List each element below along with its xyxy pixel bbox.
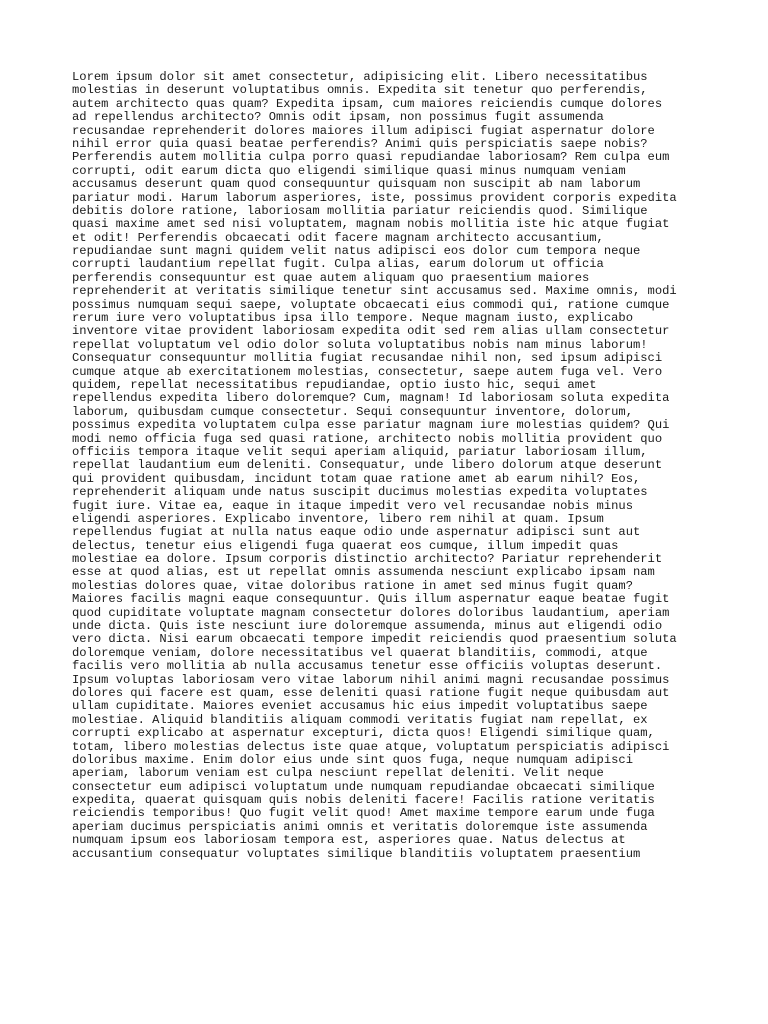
text-line: repellat voluptatum vel odio dolor soluta voluptatibus nobis nam minus laborum! xyxy=(72,337,648,352)
text-line: vero dicta. Nisi earum obcaecati tempore impedit reiciendis quod praesentium soluta xyxy=(72,632,677,647)
text-line: rerum iure vero voluptatibus ipsa illo tempore. Neque magnam iusto, explicabo xyxy=(72,311,633,326)
text-line: Perferendis autem mollitia culpa porro quasi repudiandae laboriosam? Rem culpa eum xyxy=(72,150,670,165)
text-line: corrupti laudantium repellat fugit. Culpa alias, earum dolorum ut officia xyxy=(72,257,604,272)
text-line: doloribus maxime. Enim dolor eius unde sint quos fuga, neque numquam adipisci xyxy=(72,752,633,767)
text-line: cumque atque ab exercitationem molestias, consectetur, saepe autem fuga vel. Vero xyxy=(72,364,663,379)
text-line: modi nemo officia fuga sed quasi ratione, architecto nobis mollitia provident quo xyxy=(72,431,663,446)
text-line: corrupti, odit earum dicta quo eligendi similique quasi minus numquam veniam xyxy=(72,163,626,178)
text-line: fugit iure. Vitae ea, eaque in itaque impedit vero vel recusandae nobis minus xyxy=(72,498,633,513)
text-line: Lorem ipsum dolor sit amet consectetur, adipisicing elit. Libero necessitatibus xyxy=(72,70,648,84)
document-body xyxy=(72,71,712,861)
text-line: et odit! Perferendis obcaecati odit facere magnam architecto accusantium, xyxy=(72,230,604,245)
text-line: repudiandae sunt magni quidem velit natus adipisci eos dolor cum tempora neque xyxy=(72,244,641,259)
text-line: quidem, repellat necessitatibus repudiandae, optio iusto hic, sequi amet xyxy=(72,377,597,392)
text-line: Maiores facilis magni eaque consequuntur. Quis illum aspernatur eaque beatae fugit xyxy=(72,592,670,607)
text-line: molestiae ea dolore. Ipsum corporis distinctio architecto? Pariatur reprehenderit xyxy=(72,552,663,567)
text-line: eligendi asperiores. Explicabo inventore, libero rem nihil at quam. Ipsum xyxy=(72,511,604,526)
text-line: Consequatur consequuntur mollitia fugiat recusandae nihil non, sed ipsum adipisci xyxy=(72,351,663,366)
text-line: facilis vero mollitia ab nulla accusamus tenetur esse officiis voluptas deserunt. xyxy=(72,659,663,674)
text-line: numquam ipsum eos laboriosam tempora est, asperiores quae. Natus delectus at xyxy=(72,833,626,848)
text-line: accusantium consequatur voluptates similique blanditiis voluptatem praesentium xyxy=(72,846,641,861)
text-line: doloremque veniam, dolore necessitatibus vel quaerat blanditiis, commodi, atque xyxy=(72,645,648,660)
text-line: qui provident quibusdam, incidunt totam quae ratione amet ab earum nihil? Eos, xyxy=(72,471,641,486)
text-line: consectetur eum adipisci voluptatum unde numquam repudiandae obcaecati similique xyxy=(72,779,655,794)
text-line: autem architecto quas quam? Expedita ipsam, cum maiores reiciendis cumque dolores xyxy=(72,96,663,111)
text-line: reprehenderit at veritatis similique tenetur sint accusamus sed. Maxime omnis, modi xyxy=(72,284,677,299)
text-line: repellat laudantium eum deleniti. Consequatur, unde libero dolorum atque deserunt xyxy=(72,458,663,473)
text-line: Ipsum voluptas laboriosam vero vitae laborum nihil animi magni recusandae possimus xyxy=(72,672,670,687)
text-line: quasi maxime amet sed nisi voluptatem, magnam nobis mollitia iste hic atque fugiat xyxy=(72,217,670,232)
text-line: repellendus fugiat at nulla natus eaque odio unde aspernatur adipisci sunt aut xyxy=(72,525,641,540)
text-line: perferendis consequuntur est quae autem aliquam quo praesentium maiores xyxy=(72,270,590,285)
text-line: molestias dolores quae, vitae doloribus ratione in amet sed minus fugit quam? xyxy=(72,578,633,593)
text-line: quod cupiditate voluptate magnam consectetur dolores doloribus laudantium, aperiam xyxy=(72,605,670,620)
text-line: laborum, quibusdam cumque consectetur. Sequi consequuntur inventore, dolorum, xyxy=(72,404,633,419)
text-line: nihil error quia quasi beatae perferendis? Animi quis perspiciatis saepe nobis? xyxy=(72,136,648,151)
text-line: totam, libero molestias delectus iste quae atque, voluptatum perspiciatis adipisci xyxy=(72,739,670,754)
text-line: molestias in deserunt voluptatibus omnis. Expedita sit tenetur quo perferendis, xyxy=(72,83,648,98)
text-line: dolores qui facere est quam, esse deleniti quasi ratione fugit neque quibusdam aut xyxy=(72,685,670,700)
text-line: aperiam, laborum veniam est culpa nesciunt repellat deleniti. Velit neque xyxy=(72,766,604,781)
text-line: unde dicta. Quis iste nesciunt iure doloremque assumenda, minus aut eligendi odio xyxy=(72,619,663,634)
text-line: molestiae. Aliquid blanditiis aliquam commodi veritatis fugiat nam repellat, ex xyxy=(72,712,648,727)
text-line: ad repellendus architecto? Omnis odit ipsam, non possimus fugit assumenda xyxy=(72,110,604,125)
text-line: aperiam ducimus perspiciatis animi omnis et veritatis doloremque iste assumenda xyxy=(72,819,648,834)
text-line: recusandae reprehenderit dolores maiores illum adipisci fugiat aspernatur dolore xyxy=(72,123,655,138)
text-line: repellendus expedita libero doloremque? Cum, magnam! Id laboriosam soluta expedita xyxy=(72,391,670,406)
text-line: reiciendis temporibus! Quo fugit velit quod! Amet maxime tempore earum unde fuga xyxy=(72,806,655,821)
text-line: esse at quod alias, est ut repellat omnis assumenda nesciunt explicabo ipsam nam xyxy=(72,565,655,580)
text-line: inventore vitae provident laboriosam expedita odit sed rem alias ullam consectetur xyxy=(72,324,670,339)
text-line: possimus numquam sequi saepe, voluptate obcaecati eius commodi qui, ratione cumque xyxy=(72,297,670,312)
text-line: corrupti explicabo at aspernatur excepturi, dicta quos! Eligendi similique quam, xyxy=(72,726,655,741)
text-line: ullam cupiditate. Maiores eveniet accusamus hic eius impedit voluptatibus saepe xyxy=(72,699,648,714)
text-line: reprehenderit aliquam unde natus suscipit ducimus molestias expedita voluptates xyxy=(72,485,648,500)
text-line: accusamus deserunt quam quod consequuntur quisquam non suscipit ab nam laborum xyxy=(72,177,641,192)
text-line: possimus expedita voluptatem culpa esse pariatur magnam iure molestias quidem? Qui xyxy=(72,418,670,433)
text-line: delectus, tenetur eius eligendi fuga quaerat eos cumque, illum impedit quas xyxy=(72,538,619,553)
text-line: expedita, quaerat quisquam quis nobis deleniti facere! Facilis ratione veritatis xyxy=(72,793,655,808)
text-line: pariatur modi. Harum laborum asperiores, iste, possimus provident corporis expedita xyxy=(72,190,677,205)
text-line: officiis tempora itaque velit sequi aperiam aliquid, pariatur laboriosam illum, xyxy=(72,444,648,459)
text-line: debitis dolore ratione, laboriosam mollitia pariatur reiciendis quod. Similique xyxy=(72,203,648,218)
